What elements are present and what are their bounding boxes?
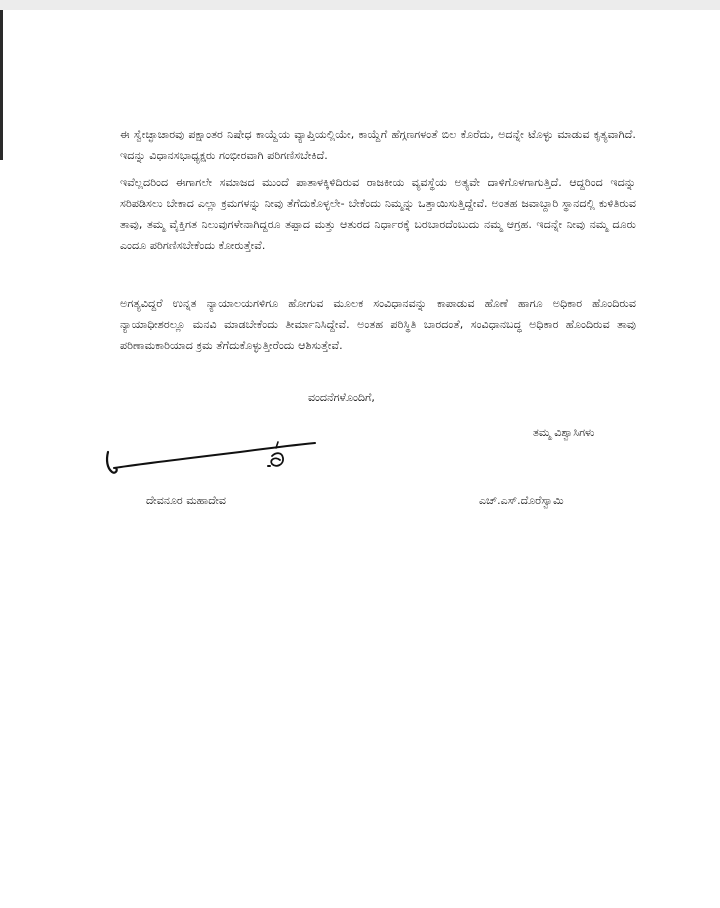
window-top-bar [0, 0, 720, 10]
yours-faithfully: ತಮ್ಮ ವಿಶ್ವಾಸಿಗಳು [533, 426, 595, 439]
paragraph-1: ಈ ಸ್ವೇಚ್ಛಾಚಾರವು ಪಕ್ಷಾಂತರ ನಿಷೇಧ ಕಾಯ್ದೆಯ ವ್ಯಾಪ್ತಿಯಲ್ಲಿಯೇ, ಕಾಯ್ದೆಗೆ ಹೆಗ್ಗಣಗಳಂತೆ ಬಿಲ ಕೊರೆದು, ಅದನ್ನೇ ಟೊಳ್ಳು ಮಾಡುವ ಕೃತ್ಯವಾಗಿದೆ. ಇದನ್ನು ವಿಧಾನಸಭಾಧ್ಯಕ್ಷರು ಗಂಭೀರವಾಗಿ ಪರಿಗಣಿಸಬೇಕಿದೆ. [120, 128, 636, 162]
paragraph-3: ಅಗತ್ಯವಿದ್ದರೆ ಉನ್ನತ ನ್ಯಾಯಾಲಯಗಳಿಗೂ ಹೋಗುವ ಮೂಲಕ ಸಂವಿಧಾನವನ್ನು ಕಾಪಾಡುವ ಹೊಣೆ ಹಾಗೂ ಅಧಿಕಾರ ಹೊಂದಿರುವ ನ್ಯಾಯಾಧೀಶರಲ್ಲೂ ಮನವಿ ಮಾಡಬೇಕೆಂದು ತೀರ್ಮಾನಿಸಿದ್ದೇವೆ. ಅಂತಹ ಪರಿಸ್ಥಿತಿ ಬಾರದಂತೆ, ಸಂವಿಧಾನಬದ್ಧ ಅಧಿಕಾರ ಹೊಂದಿರುವ ತಾವು ಪರಿಣಾಮಕಾರಿಯಾದ ಕ್ರಮ ತೆಗೆದುಕೊಳ್ಳುತ್ತೀರೆಂದು ಆಶಿಸುತ್ತೇವೆ. [120, 297, 636, 352]
signatory-right-name: ಎಚ್.ಎಸ್.ದೊರೆಸ್ವಾಮಿ [479, 494, 564, 507]
signatory-left-name: ದೇವನೂರ ಮಹಾದೇವ [146, 494, 226, 507]
closing-salutation: ವಂದನೆಗಳೊಂದಿಗೆ, [308, 391, 375, 404]
paragraph-2: ಇವೆಲ್ಲದರಿಂದ ಈಗಾಗಲೇ ಸಮಾಜದ ಮುಂದೆ ಪಾತಾಳಕ್ಕಿಳಿದಿರುವ ರಾಜಕೀಯ ವ್ಯವಸ್ಥೆಯ ಅತ್ಯವೇ ದಾಳಿಗೊಳಗಾಗುತ್ತಿದೆ. ಆದ್ದರಿಂದ ಇದನ್ನು ಸರಿಪಡಿಸಲು ಬೇಕಾದ ಎಲ್ಲಾ ಕ್ರಮಗಳನ್ನು ನೀವು ತೆಗೆದುಕೊಳ್ಳಲೇ- ಬೇಕೆಂದು ನಿಮ್ಮನ್ನು ಒತ್ತಾಯಿಸುತ್ತಿದ್ದೇವೆ. ಅಂತಹ ಜವಾಬ್ದಾರಿ ಸ್ಥಾನದಲ್ಲಿ ಕುಳಿತಿರುವ ತಾವು, ತಮ್ಮ ವೈಕ್ತಿಗತ ನಿಲುವುಗಳೇನಾಗಿದ್ದರೂ ತಪ್ಪಾದ ಮತ್ತು ಆತುರದ ನಿರ್ಧಾರಕ್ಕೆ ಬರಬಾರದೆಂಬುದು ನಮ್ಮ ಆಗ್ರಹ. ಇದನ್ನೇ ನೀವು ನಮ್ಮ ದೂರು ಎಂದೂ ಪರಿಗಣಿಸಬೇಕೆಂದು ಕೋರುತ್ತೇವೆ. [120, 176, 636, 252]
page-edge-line [0, 10, 3, 160]
handwritten-signature [100, 438, 330, 482]
